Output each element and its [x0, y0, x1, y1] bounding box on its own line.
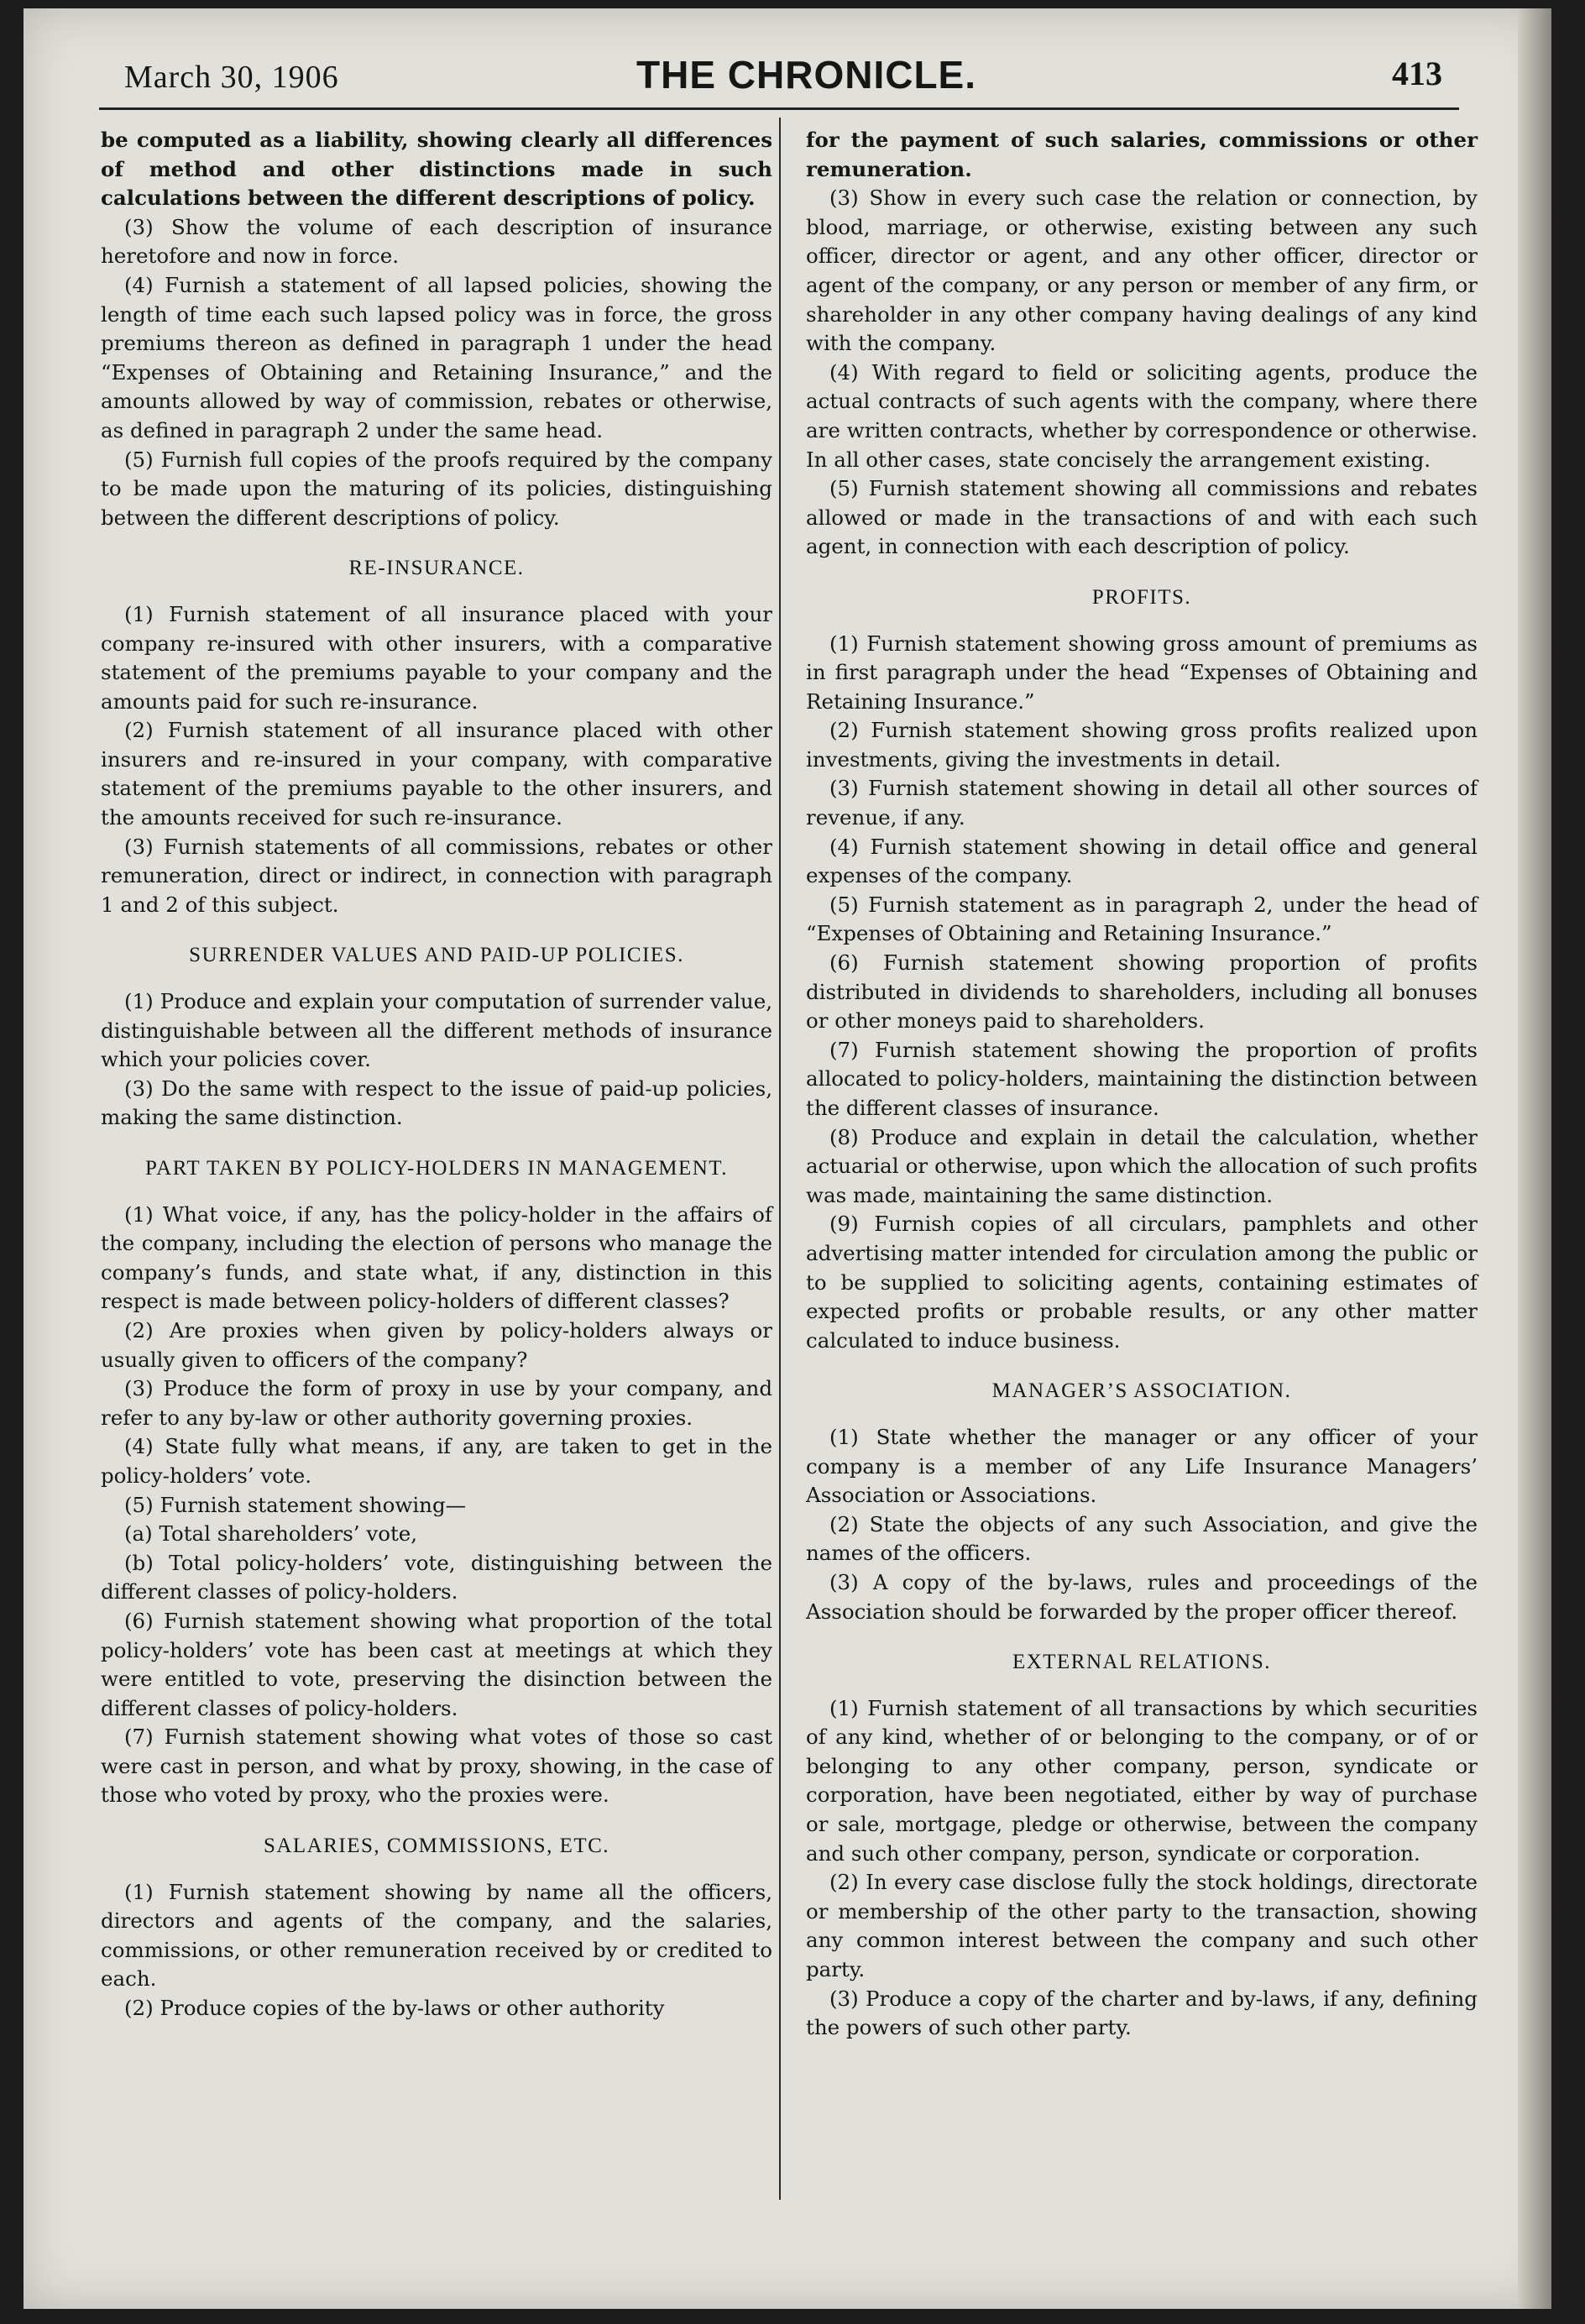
paragraph: (2) State the objects of any such Association, and give the names of the officers. [806, 1511, 1478, 1566]
page-number: 413 [1392, 55, 1442, 92]
section-heading-profits: PROFITS. [1091, 585, 1192, 609]
paragraph: (4) Furnish a statement of all lapsed policies, showing the length of time each such lapsed policy was in force, the gross premiums thereon as defined in paragraph 1 under the head “Expenses of Obtaining and Retaining Insurance,” and the amounts allowed by way of commission, rebates or otherwise, as defined in paragraph 2 under the same head. [101, 272, 772, 442]
column-divider [779, 118, 781, 2200]
paragraph: (9) Furnish copies of all circulars, pamphlets and other advertising matter intended for circulation among the public or to be supplied to soliciting agents, containing estimates of expected profits or probable results, or any other matter calculated to induce business. [806, 1212, 1478, 1353]
paragraph: (5) Furnish statement showing all commissions and rebates allowed or made in the transactions of and with each such agent, in connection with each description of policy. [806, 476, 1478, 559]
paragraph: (7) Furnish statement showing what votes of those so cast were cast in person, and what by proxy, showing, in the case of those who voted by proxy, who the proxies were. [101, 1725, 772, 1808]
paragraph: (4) With regard to field or soliciting agents, produce the actual contracts of such agents with the company, where there are written contracts, whether by correspondence or otherwise. In all other cases, state concisely the arrangement existing. [806, 359, 1478, 472]
section-heading-surrender: SURRENDER VALUES AND PAID-UP POLICIES. [189, 944, 684, 967]
right-column [806, 126, 1478, 2043]
section-heading-managers: MANAGER’S ASSOCIATION. [991, 1379, 1292, 1403]
paragraph: (5) Furnish full copies of the proofs required by the company to be made upon the maturing of its policies, distinguishing between the different descriptions of policy. [101, 447, 772, 530]
section-heading-external: EXTERNAL RELATIONS. [1012, 1651, 1272, 1674]
paragraph: (3) Produce a copy of the charter and by-laws, if any, defining the powers of such other party. [806, 1986, 1478, 2040]
paragraph: (1) Furnish statement of all transactions by which securities of any kind, whether of or belonging to the company, or of or belonging to any other company, person, syndicate or corporation, have been negotiated, either by way of purchase or sale, mortgage, pledge or otherwise, between the company and such other company, person, syndicate or corporation. [806, 1695, 1478, 1866]
publication-title: THE CHRONICLE. [636, 53, 976, 97]
section-heading-part-taken: PART TAKEN BY POLICY-HOLDERS IN MANAGEMENT. [145, 1157, 728, 1180]
paragraph: (3) Produce the form of proxy in use by your company, and refer to any by-law or other authority governing proxies. [101, 1376, 772, 1430]
paragraph: (2) In every case disclose fully the stock holdings, directorate or membership of the other party to the transaction, showing any common interest between the company and such other party. [806, 1870, 1478, 1982]
left-column [101, 126, 772, 2023]
paragraph: be computed as a liability, showing clearly all differences of method and other distinctions made in such calculations between the different descriptions of policy. [101, 128, 772, 211]
paragraph: for the payment of such salaries, commissions or other remuneration. [806, 128, 1478, 181]
page-header [99, 44, 1442, 102]
paragraph: (8) Produce and explain in detail the calculation, whether actuarial or otherwise, upon which the allocation of such profits was made, maintaining the same distinction. [806, 1124, 1478, 1207]
header-rule [99, 107, 1459, 110]
paragraph: (3) Show in every such case the relation or connection, by blood, marriage, or otherwise, existing between any such officer, director or agent, and any other officer, director or agent of the company, or any person or member of any firm, or shareholder in any other company having dealings of any kind with the company. [806, 186, 1478, 356]
paragraph: (3) Furnish statements of all commissions, rebates or other remuneration, direct or indirect, in connection with paragraph 1 and 2 of this subject. [101, 834, 772, 917]
paragraph: (2) Furnish statement showing gross profits realized upon investments, giving the investments in detail. [806, 718, 1478, 772]
paragraph: (b) Total policy-holders’ vote, distinguishing between the different classes of policy-holders. [101, 1550, 772, 1604]
paragraph: (2) Furnish statement of all insurance placed with other insurers and re-insured in your company, with comparative statement of the premiums payable to the other insurers, and the amounts received for such re-insurance. [101, 718, 772, 830]
paragraph: (5) Furnish statement as in paragraph 2, under the head of “Expenses of Obtaining and Retaining Insurance.” [806, 892, 1478, 946]
paragraph: (1) Furnish statement showing gross amount of premiums as in first paragraph under the head “Expenses of Obtaining and Retaining Insurance.” [806, 631, 1478, 714]
section-heading-reinsurance: RE-INSURANCE. [348, 557, 525, 580]
paragraph: (6) Furnish statement showing what proportion of the total policy-holders’ vote has been cast at meetings at which they were entitled to vote, preserving the disinction between the different classes of policy-holders. [101, 1608, 772, 1720]
paragraph: (3) Do the same with respect to the issue of paid-up policies, making the same distinction. [101, 1076, 772, 1130]
paragraph: (2) Produce copies of the by-laws or other authority [124, 1996, 665, 2021]
paragraph: (7) Furnish statement showing the proportion of profits allocated to policy-holders, maintaining the distinction between the different classes of insurance. [806, 1037, 1478, 1120]
newspaper-page [24, 8, 1551, 2309]
page-edge-shadow [1518, 8, 1551, 2309]
paragraph: (1) State whether the manager or any officer of your company is a member of any Life Insurance Managers’ Association or Associations. [806, 1424, 1478, 1508]
paragraph: (2) Are proxies when given by policy-holders always or usually given to officers of the company? [101, 1317, 772, 1372]
issue-date: March 30, 1906 [124, 60, 339, 95]
paragraph: (6) Furnish statement showing proportion of profits distributed in dividends to shareholders, including all bonuses or other moneys paid to shareholders. [806, 950, 1478, 1034]
paragraph: (3) Furnish statement showing in detail all other sources of revenue, if any. [806, 776, 1478, 830]
paragraph: (1) Furnish statement showing by name all the officers, directors and agents of the company, and the salaries, commissions, or other remuneration received by or credited to each. [101, 1879, 772, 1992]
section-heading-salaries: SALARIES, COMMISSIONS, ETC. [263, 1835, 610, 1858]
paragraph: (4) Furnish statement showing in detail office and general expenses of the company. [806, 834, 1478, 888]
paragraph: (1) Produce and explain your computation of surrender value, distinguishable between all the different methods of insurance which your policies cover. [101, 989, 772, 1072]
paragraph: (3) A copy of the by-laws, rules and proceedings of the Association should be forwarded by the proper officer thereof. [806, 1569, 1478, 1624]
paragraph: (1) Furnish statement of all insurance placed with your company re-insured with other insurers, with a comparative statement of the premiums payable to your company and the amounts paid for such re-insurance. [101, 601, 772, 714]
paragraph: (5) Furnish statement showing— [124, 1492, 467, 1517]
paragraph: (4) State fully what means, if any, are taken to get in the policy-holders’ vote. [101, 1434, 772, 1488]
paragraph: (3) Show the volume of each description of insurance heretofore and now in force. [101, 214, 772, 269]
paragraph: (a) Total shareholders’ vote, [124, 1521, 418, 1547]
paragraph: (1) What voice, if any, has the policy-holder in the affairs of the company, including the election of persons who manage the company’s funds, and state what, if any, distinction in this respect is made between policy-holders of different classes? [101, 1201, 772, 1314]
